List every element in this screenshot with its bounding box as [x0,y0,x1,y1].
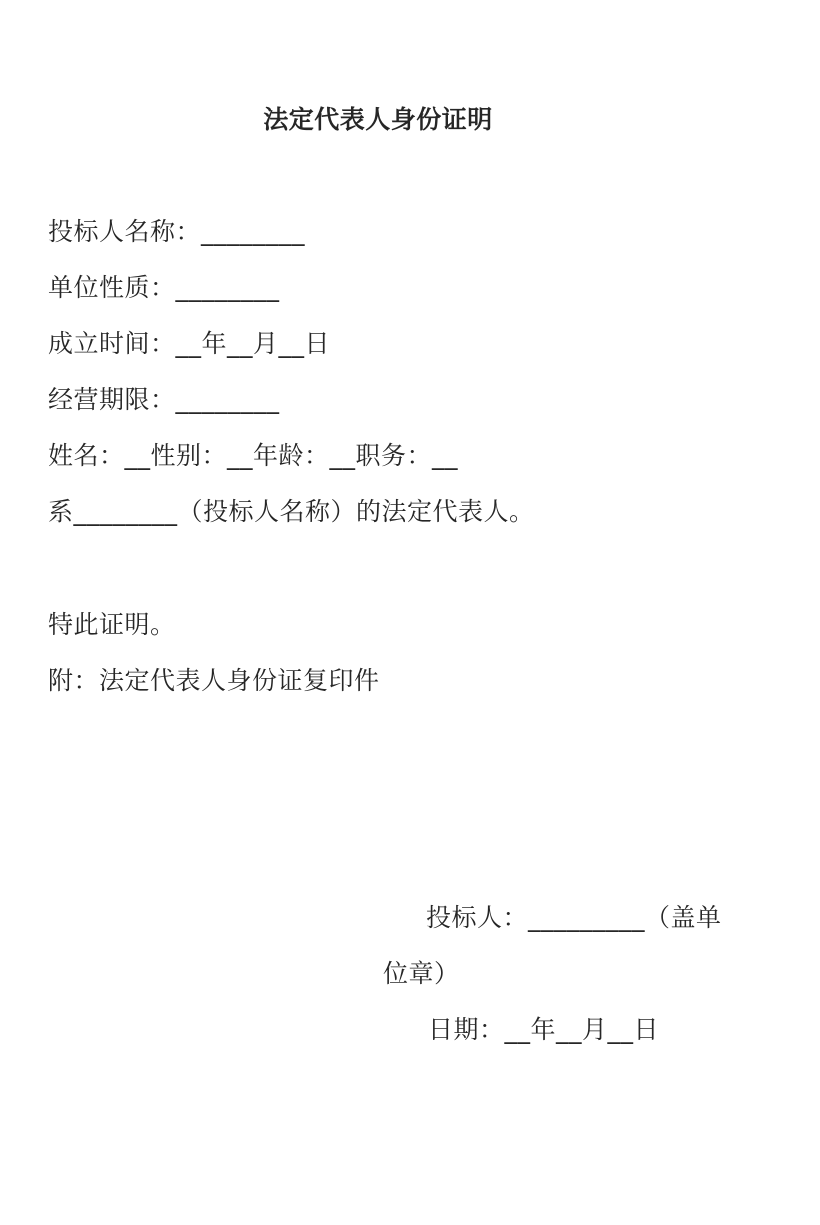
document-title: 法定代表人身份证明 [263,105,493,134]
unit-nature-line: 单位性质：________ [48,273,280,302]
business-term-line: 经营期限：________ [48,385,280,414]
attachment-note: 附：法定代表人身份证复印件 [48,666,380,695]
personal-info-line: 姓名：__性别：__年龄：__职务：__ [48,441,459,470]
certification-statement: 特此证明。 [48,610,176,639]
bidder-seal-line-continued: 位章） [383,959,460,988]
signature-block [383,890,763,1058]
bidder-seal-line: 投标人：_________（盖单 [426,903,722,932]
establishment-date-line: 成立时间：__年__月__日 [48,329,331,358]
signature-date-line: 日期：__年__月__日 [428,1015,660,1044]
bidder-name-line: 投标人名称：________ [48,217,306,246]
legal-representative-statement: 系________（投标人名称）的法定代表人。 [48,497,535,526]
